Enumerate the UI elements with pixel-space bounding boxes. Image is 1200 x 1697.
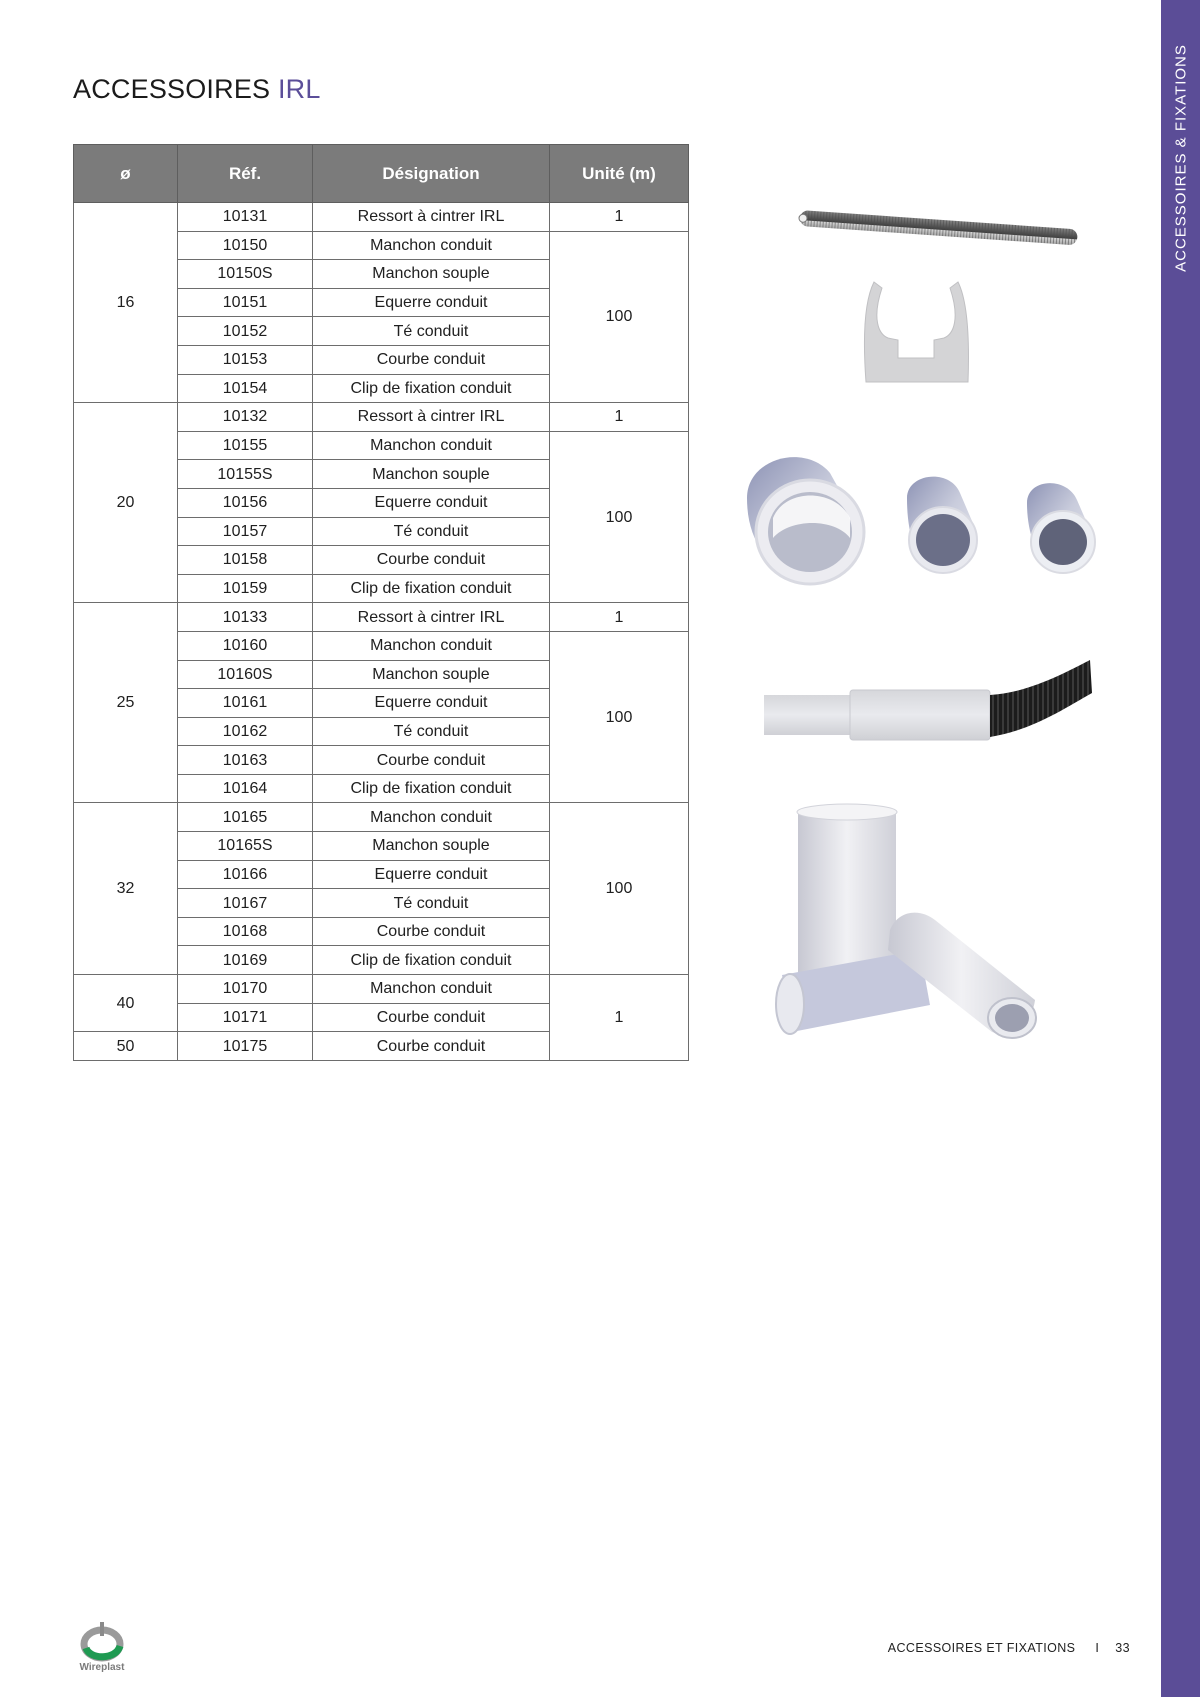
designation-cell: Equerre conduit bbox=[313, 689, 550, 718]
accessories-table bbox=[73, 144, 689, 1061]
designation-cell: Equerre conduit bbox=[313, 288, 550, 317]
designation-cell: Clip de fixation conduit bbox=[313, 774, 550, 803]
wireplast-logo bbox=[72, 1620, 132, 1680]
ref-cell: 10162 bbox=[178, 717, 313, 746]
unit-cell: 100 bbox=[550, 631, 689, 803]
ref-cell: 10159 bbox=[178, 574, 313, 603]
table-row bbox=[74, 403, 689, 432]
designation-cell: Clip de fixation conduit bbox=[313, 946, 550, 975]
ref-cell: 10155S bbox=[178, 460, 313, 489]
fixing-clip-image bbox=[862, 278, 972, 388]
designation-cell: Courbe conduit bbox=[313, 1003, 550, 1032]
page-title bbox=[73, 74, 321, 105]
designation-cell: Courbe conduit bbox=[313, 1032, 550, 1061]
header-ref: Réf. bbox=[178, 145, 313, 203]
unit-cell: 1 bbox=[550, 603, 689, 632]
designation-cell: Clip de fixation conduit bbox=[313, 574, 550, 603]
designation-cell: Courbe conduit bbox=[313, 917, 550, 946]
table-row bbox=[74, 203, 689, 232]
designation-cell: Equerre conduit bbox=[313, 860, 550, 889]
header-designation: Désignation bbox=[313, 145, 550, 203]
title-accent: IRL bbox=[277, 74, 321, 104]
ref-cell: 10154 bbox=[178, 374, 313, 403]
ref-cell: 10150 bbox=[178, 231, 313, 260]
logo-text: Wireplast bbox=[79, 1662, 125, 1673]
designation-cell: Manchon conduit bbox=[313, 975, 550, 1004]
diameter-cell: 16 bbox=[74, 203, 178, 403]
ref-cell: 10164 bbox=[178, 774, 313, 803]
header-diameter: ø bbox=[74, 145, 178, 203]
diameter-cell: 40 bbox=[74, 975, 178, 1032]
ref-cell: 10158 bbox=[178, 546, 313, 575]
designation-cell: Courbe conduit bbox=[313, 746, 550, 775]
sleeves-image bbox=[745, 448, 1125, 588]
ref-cell: 10152 bbox=[178, 317, 313, 346]
ref-cell: 10169 bbox=[178, 946, 313, 975]
ref-cell: 10151 bbox=[178, 288, 313, 317]
flexible-sleeve-image bbox=[762, 655, 1092, 755]
designation-cell: Manchon conduit bbox=[313, 431, 550, 460]
designation-cell: Té conduit bbox=[313, 317, 550, 346]
footer-separator: I bbox=[1095, 1641, 1100, 1655]
unit-cell: 1 bbox=[550, 975, 689, 1061]
designation-cell: Manchon souple bbox=[313, 660, 550, 689]
designation-cell: Manchon souple bbox=[313, 260, 550, 289]
designation-cell: Té conduit bbox=[313, 517, 550, 546]
table-row bbox=[74, 803, 689, 832]
designation-cell: Manchon conduit bbox=[313, 803, 550, 832]
table-row bbox=[74, 603, 689, 632]
ref-cell: 10150S bbox=[178, 260, 313, 289]
ref-cell: 10132 bbox=[178, 403, 313, 432]
ref-cell: 10133 bbox=[178, 603, 313, 632]
ref-cell: 10131 bbox=[178, 203, 313, 232]
unit-cell: 1 bbox=[550, 403, 689, 432]
ref-cell: 10156 bbox=[178, 488, 313, 517]
diameter-cell: 32 bbox=[74, 803, 178, 975]
designation-cell: Té conduit bbox=[313, 717, 550, 746]
designation-cell: Equerre conduit bbox=[313, 488, 550, 517]
designation-cell: Ressort à cintrer IRL bbox=[313, 203, 550, 232]
ref-cell: 10157 bbox=[178, 517, 313, 546]
unit-cell: 100 bbox=[550, 431, 689, 603]
ref-cell: 10165 bbox=[178, 803, 313, 832]
page-footer bbox=[888, 1641, 1130, 1655]
ref-cell: 10163 bbox=[178, 746, 313, 775]
logo-ring-icon bbox=[72, 1620, 132, 1664]
diameter-cell: 20 bbox=[74, 403, 178, 603]
designation-cell: Té conduit bbox=[313, 889, 550, 918]
ref-cell: 10168 bbox=[178, 917, 313, 946]
header-unit: Unité (m) bbox=[550, 145, 689, 203]
ref-cell: 10160S bbox=[178, 660, 313, 689]
sidebar-label: ACCESSOIRES & FIXATIONS bbox=[1172, 44, 1189, 272]
ref-cell: 10171 bbox=[178, 1003, 313, 1032]
ref-cell: 10155 bbox=[178, 431, 313, 460]
ref-cell: 10153 bbox=[178, 345, 313, 374]
designation-cell: Ressort à cintrer IRL bbox=[313, 403, 550, 432]
ref-cell: 10165S bbox=[178, 832, 313, 861]
unit-cell: 100 bbox=[550, 803, 689, 975]
designation-cell: Courbe conduit bbox=[313, 345, 550, 374]
unit-cell: 1 bbox=[550, 203, 689, 232]
table-row bbox=[74, 975, 689, 1004]
ref-cell: 10167 bbox=[178, 889, 313, 918]
designation-cell: Courbe conduit bbox=[313, 546, 550, 575]
ref-cell: 10160 bbox=[178, 631, 313, 660]
ref-cell: 10161 bbox=[178, 689, 313, 718]
designation-cell: Manchon souple bbox=[313, 460, 550, 489]
page-number: 33 bbox=[1115, 1641, 1130, 1655]
designation-cell: Manchon conduit bbox=[313, 631, 550, 660]
tee-fitting-image bbox=[770, 800, 1040, 1040]
diameter-cell: 50 bbox=[74, 1032, 178, 1061]
ref-cell: 10166 bbox=[178, 860, 313, 889]
designation-cell: Manchon conduit bbox=[313, 231, 550, 260]
footer-section: ACCESSOIRES ET FIXATIONS bbox=[887, 1641, 1076, 1655]
designation-cell: Manchon souple bbox=[313, 832, 550, 861]
diameter-cell: 25 bbox=[74, 603, 178, 803]
title-main: ACCESSOIRES bbox=[73, 74, 271, 104]
section-sidebar bbox=[1161, 0, 1200, 1697]
table-header-row bbox=[74, 145, 689, 203]
ref-cell: 10170 bbox=[178, 975, 313, 1004]
ref-cell: 10175 bbox=[178, 1032, 313, 1061]
designation-cell: Ressort à cintrer IRL bbox=[313, 603, 550, 632]
designation-cell: Clip de fixation conduit bbox=[313, 374, 550, 403]
unit-cell: 100 bbox=[550, 231, 689, 403]
bending-spring-image bbox=[790, 200, 1090, 260]
